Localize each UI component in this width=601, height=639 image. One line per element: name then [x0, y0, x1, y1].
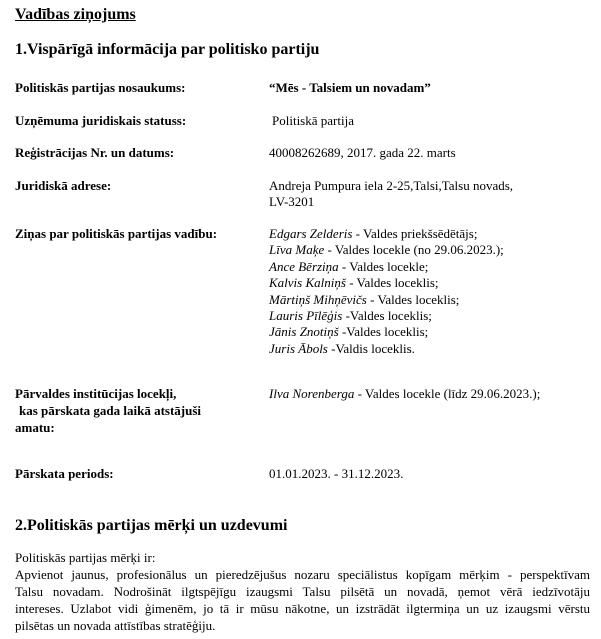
member-role: - Valdes locekle; — [338, 258, 429, 274]
member-role: -Valdes loceklis; — [342, 308, 432, 324]
registration-value: 40008262689, 2017. gada 22. marts — [269, 145, 456, 160]
board-member — [269, 341, 504, 357]
member-name: Juris Ābols — [269, 340, 328, 356]
legal-status-label: Uzņēmuma juridiskais statuss: — [15, 113, 187, 128]
board-member — [269, 292, 504, 308]
member-name: Lauris Pīlēģis — [269, 308, 343, 324]
goals-line: Talsu novadam. Nodrošināt ilgtspējīgu izaugsmi Talsu pilsētā un novadā, ņemot vērā iedzīvotāju — [15, 584, 590, 599]
member-role: - Valdes priekšsēdētājs; — [352, 226, 478, 241]
section1-heading: 1.Vispārīgā informācija par politisko partiju — [15, 41, 320, 58]
member-role: - Valdes loceklis; — [366, 291, 460, 307]
member-role: -Valdes loceklis; — [338, 324, 429, 340]
board-member — [269, 259, 504, 275]
board-member — [269, 226, 504, 242]
member-name: Mārtiņš Mihņēvičs — [269, 291, 367, 307]
board-member — [269, 242, 504, 258]
period-label: Pārskata periods: — [15, 466, 114, 481]
document-title: Vadības ziņojums — [15, 6, 136, 23]
member-name: Jānis Znotiņš — [269, 324, 339, 340]
period-value: 01.01.2023. - 31.12.2023. — [269, 466, 404, 481]
goals-line: intereses. Uzlabot vidi ģimenēm, jo tā ir mūsu nākotne, un izstrādāt ilgtermiņa un uz izaugsmi vērstu — [15, 601, 590, 616]
goals-intro: Politiskās partijas mērķi ir: — [15, 550, 156, 565]
board-member — [269, 275, 504, 291]
registration-label: Reģistrācijas Nr. un datums: — [15, 145, 175, 160]
board-members-list — [269, 226, 504, 357]
address-line-1: Andreja Pumpura iela 2-25,Talsi,Talsu novads, — [269, 178, 514, 193]
party-name-value: “Mēs - Talsiem un novadam” — [269, 80, 431, 95]
board-member — [269, 324, 504, 340]
address-line-2: LV-3201 — [269, 194, 315, 209]
board-label: Ziņas par politiskās partijas vadību: — [15, 226, 218, 241]
former-member-role: - Valdes locekle (līdz 29.06.2023.); — [354, 386, 541, 401]
former-members-label-line-1: Pārvaldes institūcijas locekļi, — [15, 386, 177, 401]
goals-paragraph — [15, 549, 590, 634]
former-members-label-line-2: kas pārskata gada laikā atstājuši — [19, 403, 202, 418]
member-name: Līva Maķe — [269, 242, 325, 258]
legal-status-value: Politiskā partija — [272, 113, 354, 128]
section2-heading: 2.Politiskās partijas mērķi un uzdevumi — [15, 517, 288, 534]
party-name-label: Politiskās partijas nosaukums: — [15, 80, 186, 95]
member-role: - Valdes locekle (no 29.06.2023.); — [324, 242, 504, 258]
goals-line: Apvienot jaunus, profesionālus un pieredzējušus nozaru speciālistus kopīgam mērķim - perspektīvam — [15, 567, 590, 582]
address-label: Juridiskā adrese: — [15, 178, 112, 193]
member-role: - Valdes loceklis; — [345, 275, 439, 291]
board-member — [269, 308, 504, 324]
former-member — [269, 386, 540, 402]
member-role: -Valdis loceklis. — [327, 340, 415, 356]
goals-line: pilsētas un novada attīstības stratēģiju. — [15, 618, 216, 633]
former-member-name: Ilva Norenberga — [269, 386, 355, 401]
member-name: Edgars Zelderis — [269, 226, 353, 241]
former-members-label-line-3: amatu: — [15, 420, 55, 435]
member-name: Kalvis Kalniņš — [269, 275, 346, 291]
member-name: Ance Bērziņa — [269, 258, 339, 274]
